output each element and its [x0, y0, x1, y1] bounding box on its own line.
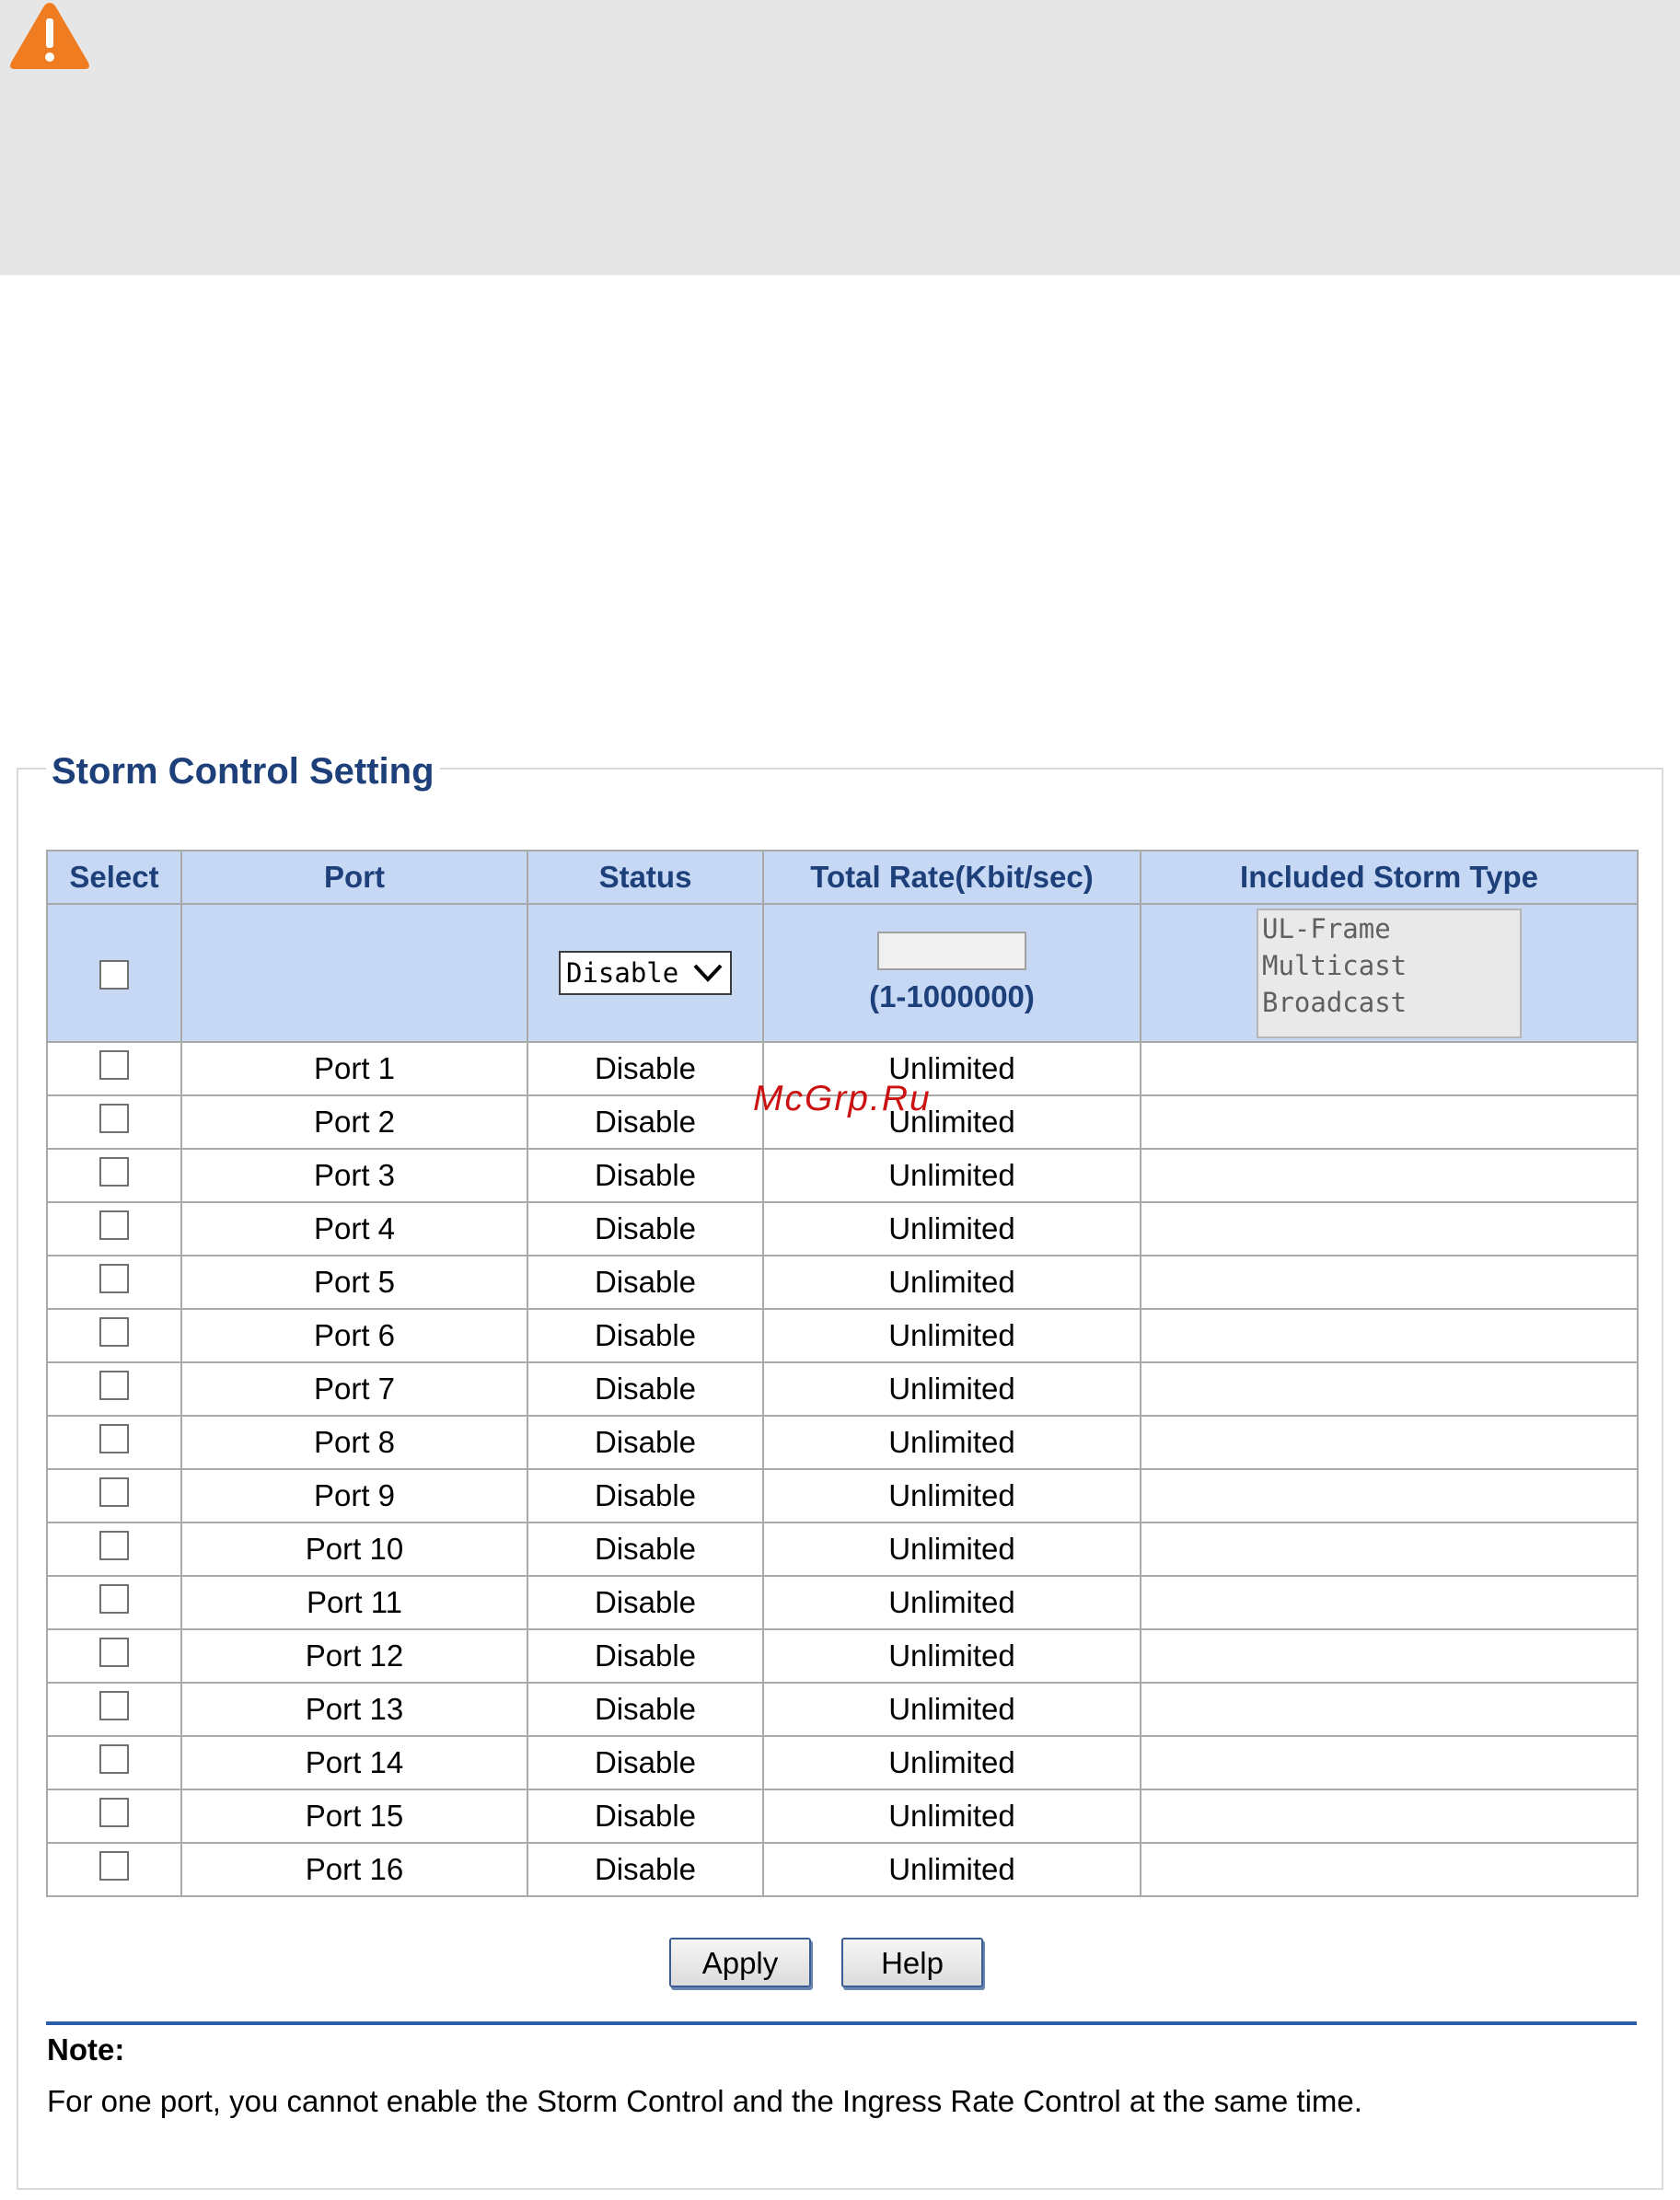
- table-row: [47, 1202, 1638, 1256]
- status-cell: Disable: [527, 1469, 763, 1523]
- table-row: [47, 1469, 1638, 1523]
- status-cell: Disable: [527, 1042, 763, 1095]
- storm-type-cell: [1141, 1095, 1638, 1149]
- table-header-row: [47, 851, 1638, 904]
- storm-type-cell: [1141, 1683, 1638, 1736]
- row-select-checkbox[interactable]: [99, 1638, 129, 1667]
- note-text: For one port, you cannot enable the Storm Control and the Ingress Rate Control at the same time.: [47, 2084, 1362, 2118]
- storm-type-cell: [1141, 1042, 1638, 1095]
- row-select-checkbox[interactable]: [99, 1477, 129, 1507]
- storm-type-cell: [1141, 1256, 1638, 1309]
- row-select-checkbox[interactable]: [99, 1584, 129, 1614]
- watermark: McGrp.Ru: [753, 1079, 932, 1118]
- rate-cell: Unlimited: [763, 1149, 1141, 1202]
- row-select-cell: [47, 1362, 181, 1416]
- status-cell: Disable: [527, 1629, 763, 1683]
- port-cell: Port 1: [181, 1042, 527, 1095]
- warning-triangle-icon: [7, 0, 92, 72]
- row-select-checkbox[interactable]: [99, 1798, 129, 1827]
- port-cell: Port 5: [181, 1256, 527, 1309]
- table-row: [47, 1629, 1638, 1683]
- status-cell: Disable: [527, 1736, 763, 1789]
- storm-type-option[interactable]: UL-Frame: [1262, 912, 1391, 944]
- rate-cell: Unlimited: [763, 1469, 1141, 1523]
- row-select-checkbox[interactable]: [99, 1317, 129, 1347]
- table-row: [47, 1416, 1638, 1469]
- row-select-cell: [47, 1469, 181, 1523]
- header-port: Port: [181, 851, 527, 904]
- status-cell: Disable: [527, 1095, 763, 1149]
- storm-type-listbox[interactable]: [1257, 909, 1522, 1038]
- row-select-checkbox[interactable]: [99, 1050, 129, 1080]
- storm-type-cell: [1141, 1469, 1638, 1523]
- status-cell: Disable: [527, 1523, 763, 1576]
- rate-cell: Unlimited: [763, 1576, 1141, 1629]
- status-cell: Disable: [527, 1789, 763, 1843]
- table-row: [47, 1523, 1638, 1576]
- row-select-cell: [47, 1416, 181, 1469]
- row-select-cell: [47, 1683, 181, 1736]
- port-cell: Port 14: [181, 1736, 527, 1789]
- port-cell: Port 9: [181, 1469, 527, 1523]
- row-select-checkbox[interactable]: [99, 1531, 129, 1560]
- storm-type-option[interactable]: Broadcast: [1262, 986, 1408, 1018]
- rate-cell: Unlimited: [763, 1523, 1141, 1576]
- row-select-cell: [47, 1523, 181, 1576]
- status-cell: Disable: [527, 1362, 763, 1416]
- status-select-value: Disable: [566, 957, 679, 989]
- status-cell: Disable: [527, 1683, 763, 1736]
- note-title: Note:: [47, 2032, 125, 2067]
- port-cell: Port 12: [181, 1629, 527, 1683]
- port-cell: Port 15: [181, 1789, 527, 1843]
- chevron-down-icon: [691, 961, 724, 985]
- rate-cell: Unlimited: [763, 1309, 1141, 1362]
- header-status: Status: [527, 851, 763, 904]
- row-select-checkbox[interactable]: [99, 1264, 129, 1293]
- row-select-cell: [47, 1095, 181, 1149]
- row-select-checkbox[interactable]: [99, 1851, 129, 1881]
- status-cell: Disable: [527, 1309, 763, 1362]
- port-cell: Port 8: [181, 1416, 527, 1469]
- panel-title: Storm Control Setting: [46, 749, 440, 793]
- table-row: [47, 1149, 1638, 1202]
- row-select-checkbox[interactable]: [99, 1157, 129, 1187]
- row-select-checkbox[interactable]: [99, 1210, 129, 1240]
- storm-type-cell: [1141, 1362, 1638, 1416]
- row-select-cell: [47, 1629, 181, 1683]
- port-cell: Port 3: [181, 1149, 527, 1202]
- total-rate-input[interactable]: [877, 932, 1026, 970]
- table-row: [47, 1683, 1638, 1736]
- rate-cell: Unlimited: [763, 1683, 1141, 1736]
- header-total-rate: Total Rate(Kbit/sec): [763, 851, 1141, 904]
- table-row: [47, 1309, 1638, 1362]
- status-cell: Disable: [527, 1576, 763, 1629]
- storm-control-table: [46, 850, 1639, 1897]
- status-select[interactable]: [559, 951, 732, 995]
- table-row: [47, 1736, 1638, 1789]
- rate-cell: Unlimited: [763, 1042, 1141, 1095]
- storm-type-cell: [1141, 1149, 1638, 1202]
- rate-cell: Unlimited: [763, 1256, 1141, 1309]
- row-select-cell: [47, 1309, 181, 1362]
- status-cell: Disable: [527, 1149, 763, 1202]
- storm-type-option[interactable]: Multicast: [1262, 949, 1408, 981]
- port-cell: Port 13: [181, 1683, 527, 1736]
- rate-cell: Unlimited: [763, 1362, 1141, 1416]
- apply-button[interactable]: Apply: [669, 1938, 811, 1987]
- help-button[interactable]: Help: [841, 1938, 983, 1987]
- row-select-checkbox[interactable]: [99, 1744, 129, 1774]
- storm-type-cell: [1141, 1576, 1638, 1629]
- port-cell: Port 10: [181, 1523, 527, 1576]
- port-cell: Port 11: [181, 1576, 527, 1629]
- table-row: [47, 1576, 1638, 1629]
- table-row: [47, 1362, 1638, 1416]
- select-all-checkbox[interactable]: [99, 960, 129, 990]
- status-cell: Disable: [527, 1202, 763, 1256]
- header-select: Select: [47, 851, 181, 904]
- row-select-cell: [47, 1256, 181, 1309]
- rate-range-hint: (1-1000000): [869, 979, 1035, 1013]
- warning-banner: [0, 0, 1680, 275]
- port-cell: Port 4: [181, 1202, 527, 1256]
- row-select-cell: [47, 1736, 181, 1789]
- rate-cell: Unlimited: [763, 1843, 1141, 1896]
- storm-type-cell: [1141, 1789, 1638, 1843]
- storm-type-cell: [1141, 1202, 1638, 1256]
- row-select-cell: [47, 1576, 181, 1629]
- port-cell: Port 2: [181, 1095, 527, 1149]
- row-select-cell: [47, 1843, 181, 1896]
- storm-type-cell: [1141, 1416, 1638, 1469]
- row-select-checkbox[interactable]: [99, 1691, 129, 1720]
- storm-type-cell: [1141, 1629, 1638, 1683]
- row-select-cell: [47, 1042, 181, 1095]
- status-cell: Disable: [527, 1416, 763, 1469]
- row-select-cell: [47, 1202, 181, 1256]
- rate-cell: Unlimited: [763, 1736, 1141, 1789]
- edit-row: [47, 904, 1638, 1042]
- port-cell: Port 6: [181, 1309, 527, 1362]
- storm-type-cell: [1141, 1843, 1638, 1896]
- status-cell: Disable: [527, 1256, 763, 1309]
- storm-type-cell: [1141, 1736, 1638, 1789]
- port-cell: Port 16: [181, 1843, 527, 1896]
- rate-cell: Unlimited: [763, 1095, 1141, 1149]
- row-select-cell: [47, 1149, 181, 1202]
- row-select-checkbox[interactable]: [99, 1424, 129, 1453]
- note-divider: [46, 2021, 1637, 2025]
- row-select-cell: [47, 1789, 181, 1843]
- row-select-checkbox[interactable]: [99, 1371, 129, 1400]
- port-cell: Port 7: [181, 1362, 527, 1416]
- rate-cell: Unlimited: [763, 1789, 1141, 1843]
- table-row: [47, 1843, 1638, 1896]
- table-row: [47, 1256, 1638, 1309]
- rate-cell: Unlimited: [763, 1416, 1141, 1469]
- rate-cell: Unlimited: [763, 1202, 1141, 1256]
- header-storm-type: Included Storm Type: [1141, 851, 1638, 904]
- storm-type-cell: [1141, 1523, 1638, 1576]
- storm-type-cell: [1141, 1309, 1638, 1362]
- rate-cell: Unlimited: [763, 1629, 1141, 1683]
- table-row: [47, 1789, 1638, 1843]
- status-cell: Disable: [527, 1843, 763, 1896]
- row-select-checkbox[interactable]: [99, 1104, 129, 1133]
